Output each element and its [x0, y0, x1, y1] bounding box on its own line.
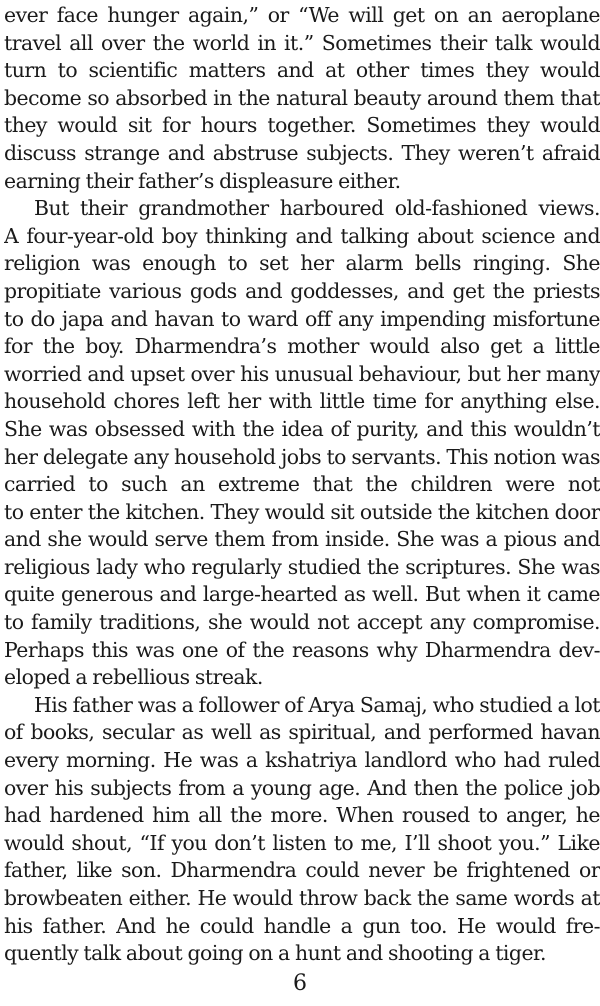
text-line: to do japa and havan to ward off any impending misfortune: [4, 306, 600, 331]
text-line: propitiate various gods and goddesses, and get the priests: [4, 278, 600, 303]
text-line: household chores left her with little time for anything else.: [4, 389, 600, 414]
text-line: every morning. He was a kshatriya landlord who had ruled: [4, 748, 600, 773]
text-line: ever face hunger again,” or “We will get on an aeroplane: [4, 3, 600, 27]
text-line: to enter the kitchen. They would sit outside the kitchen door: [4, 499, 600, 524]
text-line: father, like son. Dharmendra could never be frightened or: [4, 858, 600, 883]
text-line: of books, secular as well as spiritual, and performed havan: [4, 720, 600, 745]
text-line: religion was enough to set her alarm bells ringing. She: [4, 251, 600, 276]
text-line: travel all over the world in it.” Sometimes their talk would: [4, 30, 600, 55]
text-line: A four-year-old boy thinking and talking about science and: [4, 223, 600, 248]
text-line: eloped a rebellious streak.: [4, 665, 263, 690]
paragraph-3: [4, 692, 600, 968]
text-line: for the boy. Dharmendra’s mother would also get a little: [4, 334, 600, 359]
text-line: She was obsessed with the idea of purity, and this wouldn’t: [4, 416, 600, 441]
text-line: quite generous and large-hearted as well. But when it came: [4, 582, 600, 607]
text-line: they would sit for hours together. Sometimes they would: [4, 113, 600, 138]
paragraph-2: [4, 195, 600, 692]
text-line: But their grandmother harboured old-fashioned views.: [34, 196, 600, 221]
text-line: his father. And he could handle a gun too. He would fre-: [4, 913, 600, 938]
text-line: to family traditions, she would not accept any compromise.: [4, 610, 600, 635]
text-line: become so absorbed in the natural beauty around them that: [4, 85, 600, 110]
text-line: browbeaten either. He would throw back the same words at: [4, 886, 600, 910]
text-line: religious lady who regularly studied the scriptures. She was: [4, 554, 600, 579]
text-line: and she would serve them from inside. She was a pious and: [4, 527, 600, 552]
text-line: her delegate any household jobs to servants. This notion was: [4, 444, 600, 469]
text-line: carried to such an extreme that the children were not: [4, 472, 600, 497]
page-number: 6: [293, 971, 307, 996]
text-line: would shout, “If you don’t listen to me, I’ll shoot you.” Like: [4, 830, 600, 855]
text-line: earning their father’s displeasure either.: [4, 168, 401, 193]
text-line: His father was a follower of Arya Samaj, who studied a lot: [34, 692, 600, 717]
text-line: quently talk about going on a hunt and shooting a tiger.: [4, 941, 547, 966]
text-line: turn to scientific matters and at other times they would: [4, 58, 600, 83]
text-line: had hardened him all the more. When roused to anger, he: [4, 803, 600, 828]
text-line: Perhaps this was one of the reasons why Dharmendra dev-: [4, 637, 600, 662]
text-line: worried and upset over his unusual behaviour, but her many: [4, 361, 600, 386]
text-line: over his subjects from a young age. And then the police job: [4, 775, 600, 800]
paragraph-1: [4, 2, 600, 195]
text-line: discuss strange and abstruse subjects. They weren’t afraid: [4, 140, 600, 165]
body-text: [4, 2, 600, 968]
